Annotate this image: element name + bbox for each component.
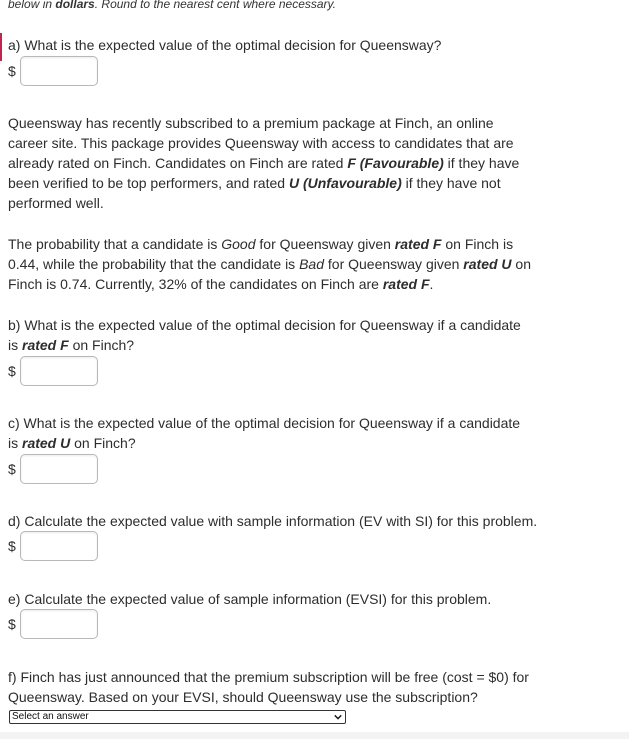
currency-symbol: $ bbox=[8, 63, 16, 79]
question-a-answer bbox=[8, 56, 98, 86]
question-e-answer bbox=[8, 609, 98, 639]
answer-d-input[interactable] bbox=[20, 531, 98, 561]
currency-symbol: $ bbox=[8, 538, 16, 554]
answer-c-input[interactable] bbox=[20, 454, 98, 484]
current-question-marker bbox=[0, 33, 2, 61]
question-a-text: a) What is the expected value of the optimal decision for Queensway? bbox=[8, 37, 442, 53]
select-value: Select an answer bbox=[12, 711, 89, 722]
scenario-paragraph-1: Queensway has recently subscribed to a premium package at Finch, an online career site. This package provides Queensway with access to candidates that are already rated on Finch. Candidates on Finch are rated F (Favourable) if they have been verified to be top performers, and rated U (Unfavourable) if they have not performed well. bbox=[8, 115, 520, 211]
answer-b-input[interactable] bbox=[20, 356, 98, 386]
currency-symbol: $ bbox=[8, 461, 16, 477]
question-f-text: f) Finch has just announced that the premium subscription will be free (cost = $0) for Queensway. Based on your EVSI, should Queensway use the subscription? bbox=[8, 669, 529, 705]
instructions-text: below in dollars. Round to the nearest cent where necessary. bbox=[8, 0, 336, 11]
answer-f-select[interactable] bbox=[9, 710, 346, 724]
question-b-text: b) What is the expected value of the optimal decision for Queensway if a candidate is rated F on Finch? bbox=[8, 317, 521, 353]
question-d-answer bbox=[8, 531, 98, 561]
question-c-text: c) What is the expected value of the optimal decision for Queensway if a candidate is rated U on Finch? bbox=[8, 415, 521, 451]
question-c-answer bbox=[8, 454, 98, 484]
currency-symbol: $ bbox=[8, 363, 16, 379]
scenario-paragraph-2: The probability that a candidate is Good for Queensway given rated F on Finch is 0.44, while the probability that the candidate is Bad for Queensway given rated U on Finch is 0.74. Currently, 32% of the candidates on Finch are rated F. bbox=[8, 236, 531, 292]
question-b-answer bbox=[8, 356, 98, 386]
question-e-text: e) Calculate the expected value of sample information (EVSI) for this problem. bbox=[8, 591, 492, 607]
currency-symbol: $ bbox=[8, 616, 16, 632]
question-d-text: d) Calculate the expected value with sample information (EV with SI) for this problem. bbox=[8, 513, 538, 529]
answer-a-input[interactable] bbox=[20, 56, 98, 86]
instructions-bold: dollars bbox=[55, 0, 95, 11]
page-footer-strip bbox=[0, 732, 629, 739]
chevron-down-icon bbox=[334, 713, 342, 721]
answer-e-input[interactable] bbox=[20, 609, 98, 639]
